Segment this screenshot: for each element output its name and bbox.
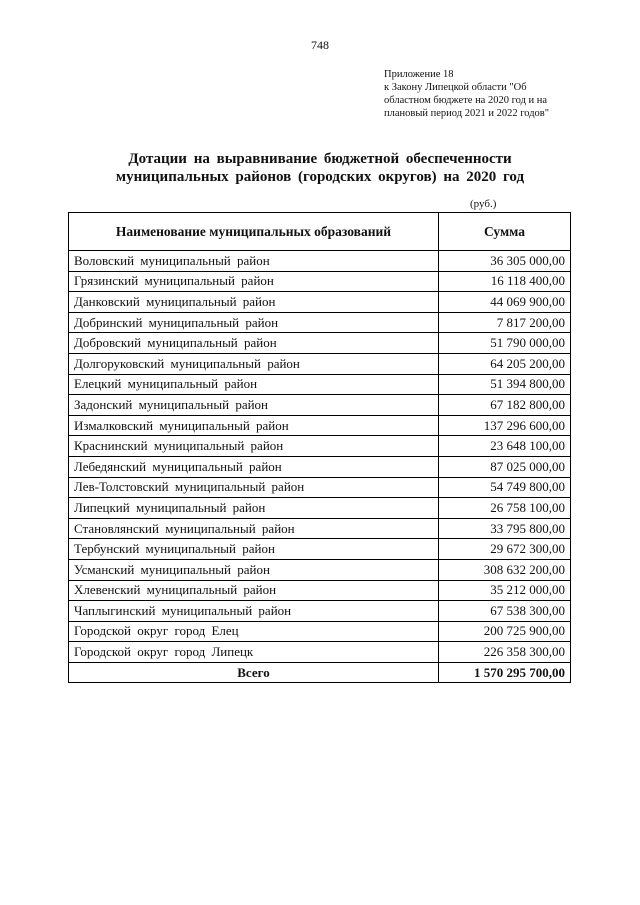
appendix-line: областном бюджете на 2020 год и на <box>384 95 548 106</box>
table-body <box>69 251 571 683</box>
municipality-name: Измалковский муниципальный район <box>69 415 439 436</box>
table-row <box>69 415 571 436</box>
municipality-name: Чаплыгинский муниципальный район <box>69 601 439 622</box>
table-row <box>69 456 571 477</box>
table-header-row <box>69 213 571 251</box>
municipality-name: Липецкий муниципальный район <box>69 498 439 519</box>
table-row <box>69 251 571 272</box>
subsidy-amount: 29 672 300,00 <box>439 539 571 560</box>
subsidy-amount: 51 790 000,00 <box>439 333 571 354</box>
municipality-name: Задонский муниципальный район <box>69 395 439 416</box>
subsidy-amount: 33 795 800,00 <box>439 518 571 539</box>
subsidy-amount: 54 749 800,00 <box>439 477 571 498</box>
header-amount: Сумма <box>439 213 571 251</box>
municipality-name: Лебедянский муниципальный район <box>69 456 439 477</box>
subsidy-amount: 137 296 600,00 <box>439 415 571 436</box>
table-row <box>69 353 571 374</box>
municipality-name: Городской округ город Липецк <box>69 642 439 663</box>
subsidy-amount: 87 025 000,00 <box>439 456 571 477</box>
municipality-name: Добринский муниципальный район <box>69 312 439 333</box>
municipality-name: Елецкий муниципальный район <box>69 374 439 395</box>
table-row <box>69 642 571 663</box>
table-row <box>69 601 571 622</box>
municipality-name: Краснинский муниципальный район <box>69 436 439 457</box>
municipality-name: Долгоруковский муниципальный район <box>69 353 439 374</box>
municipality-name: Лев-Толстовский муниципальный район <box>69 477 439 498</box>
title-line: Дотации на выравнивание бюджетной обеспеченности <box>128 151 512 167</box>
table-row <box>69 621 571 642</box>
subsidy-amount: 35 212 000,00 <box>439 580 571 601</box>
municipality-name: Воловский муниципальный район <box>69 251 439 272</box>
subsidy-amount: 16 118 400,00 <box>439 271 571 292</box>
municipality-name: Грязинский муниципальный район <box>69 271 439 292</box>
units-label: (руб.) <box>470 198 497 210</box>
page-number: 748 <box>311 38 329 52</box>
appendix-line: Приложение 18 <box>384 69 454 80</box>
table-row <box>69 292 571 313</box>
municipality-name: Усманский муниципальный район <box>69 559 439 580</box>
appendix-line: плановый период 2021 и 2022 годов" <box>384 108 550 119</box>
subsidy-amount: 200 725 900,00 <box>439 621 571 642</box>
subsidy-amount: 226 358 300,00 <box>439 642 571 663</box>
subsidies-table <box>68 212 571 683</box>
subsidy-amount: 23 648 100,00 <box>439 436 571 457</box>
table-row <box>69 436 571 457</box>
municipality-name: Добровский муниципальный район <box>69 333 439 354</box>
table-row <box>69 374 571 395</box>
subsidy-amount: 67 182 800,00 <box>439 395 571 416</box>
total-row <box>69 662 571 683</box>
table-row <box>69 477 571 498</box>
municipality-name: Становлянский муниципальный район <box>69 518 439 539</box>
table-row <box>69 498 571 519</box>
municipality-name: Данковский муниципальный район <box>69 292 439 313</box>
subsidy-amount: 308 632 200,00 <box>439 559 571 580</box>
table-row <box>69 312 571 333</box>
subsidy-amount: 26 758 100,00 <box>439 498 571 519</box>
subsidy-amount: 7 817 200,00 <box>439 312 571 333</box>
table-row <box>69 559 571 580</box>
table-row <box>69 395 571 416</box>
subsidy-amount: 67 538 300,00 <box>439 601 571 622</box>
municipality-name: Хлевенский муниципальный район <box>69 580 439 601</box>
header-municipality: Наименование муниципальных образований <box>69 213 439 251</box>
table-row <box>69 539 571 560</box>
document-title <box>0 150 640 186</box>
subsidy-amount: 64 205 200,00 <box>439 353 571 374</box>
subsidy-amount: 51 394 800,00 <box>439 374 571 395</box>
table-row <box>69 333 571 354</box>
subsidy-amount: 36 305 000,00 <box>439 251 571 272</box>
appendix-note <box>384 68 549 120</box>
table-row <box>69 580 571 601</box>
table-row <box>69 271 571 292</box>
municipality-name: Городской округ город Елец <box>69 621 439 642</box>
total-label: Всего <box>69 662 439 683</box>
title-line: муниципальных районов (городских округов) на 2020 год <box>115 169 525 185</box>
table-row <box>69 518 571 539</box>
appendix-line: к Закону Липецкой области "Об <box>384 82 527 93</box>
subsidy-amount: 44 069 900,00 <box>439 292 571 313</box>
municipality-name: Тербунский муниципальный район <box>69 539 439 560</box>
total-amount: 1 570 295 700,00 <box>439 662 571 683</box>
